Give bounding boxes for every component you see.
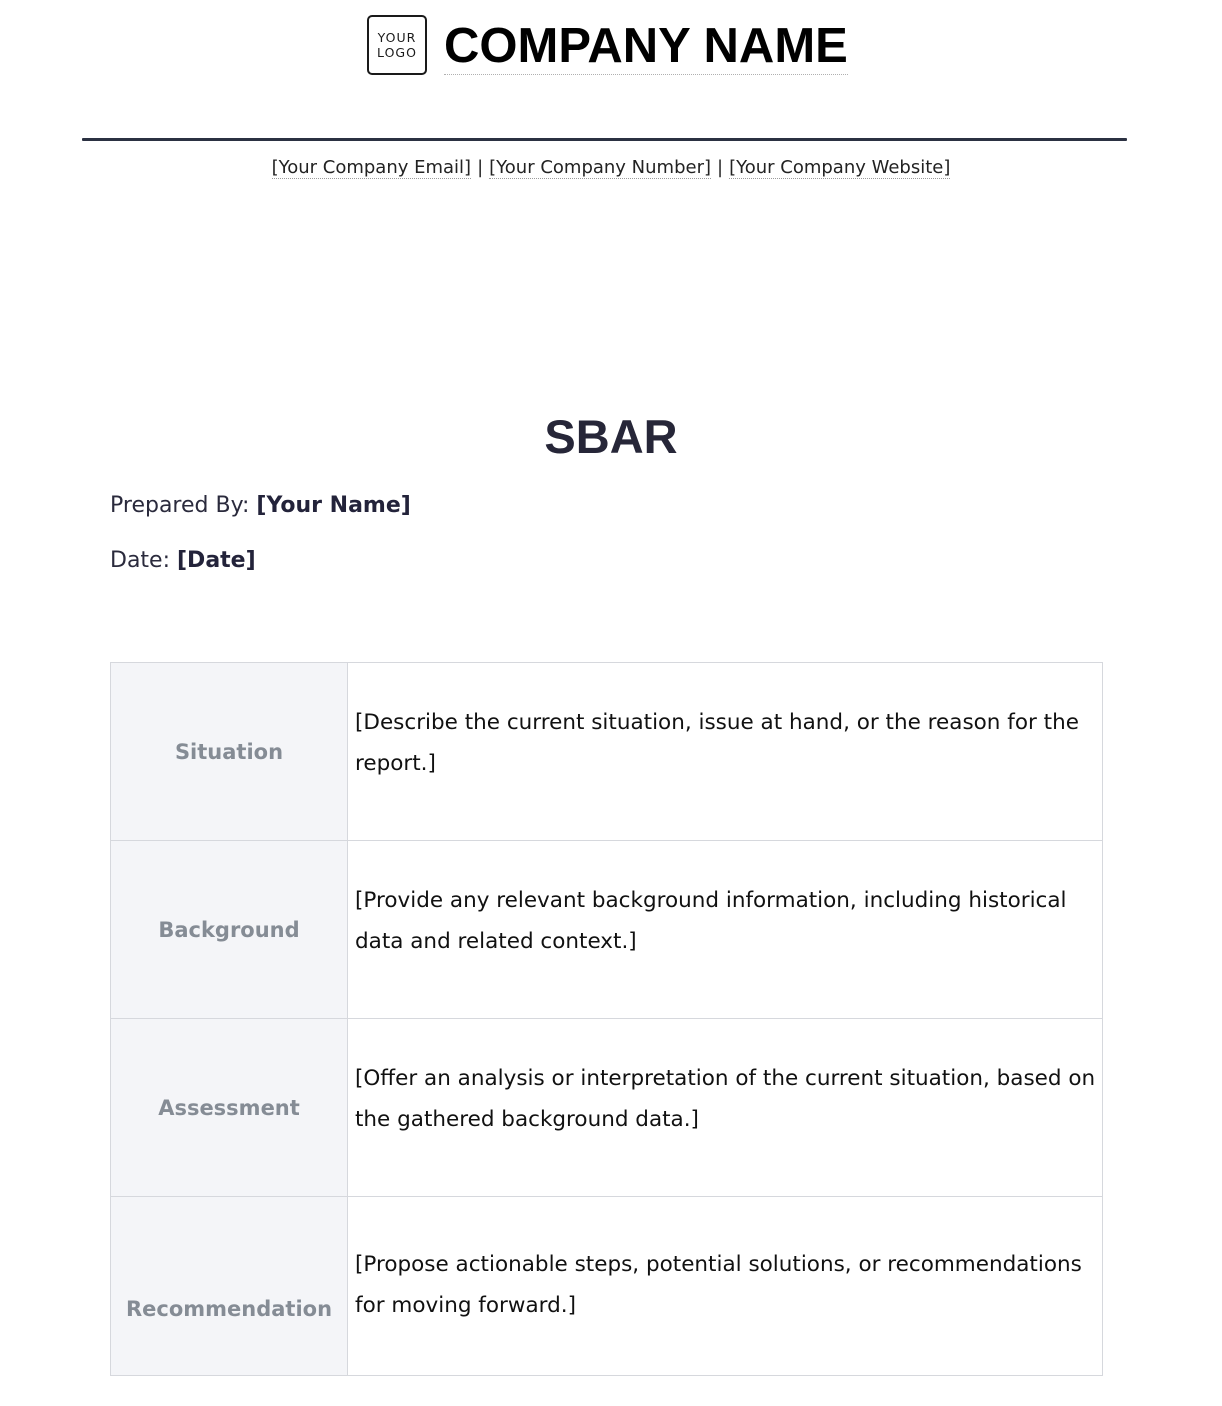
table-row-situation <box>111 663 1103 841</box>
row-label-background: Background <box>111 841 348 1019</box>
row-label-recommendation: Recommendation <box>111 1197 348 1376</box>
row-text-recommendation <box>348 1197 1103 1376</box>
logo-text-line1: YOUR <box>377 30 417 45</box>
row-text: [Provide any relevant background information, including historical data and related context.] <box>355 887 1067 954</box>
logo-text-line2: LOGO <box>377 45 417 60</box>
company-name: COMPANY NAME <box>444 19 848 73</box>
company-logo-placeholder <box>367 15 427 75</box>
date-label: Date: <box>110 548 170 573</box>
company-email: [Your Company Email] <box>271 157 472 178</box>
row-text: [Describe the current situation, issue at hand, or the reason for the report.] <box>355 709 1079 776</box>
row-text-background <box>348 841 1103 1019</box>
row-text: [Offer an analysis or interpretation of the current situation, based on the gathered background data.] <box>355 1065 1096 1132</box>
company-website: [Your Company Website] <box>729 157 951 178</box>
date-value: [Date] <box>177 548 256 573</box>
row-label-situation: Situation <box>111 663 348 841</box>
company-contact-line <box>0 155 1222 181</box>
row-text-assessment <box>348 1019 1103 1197</box>
contact-separator: | <box>717 157 724 178</box>
date-line <box>110 546 256 576</box>
table-row-recommendation <box>111 1197 1103 1376</box>
sbar-table <box>110 662 1103 1376</box>
table-row-assessment <box>111 1019 1103 1197</box>
header-divider <box>82 138 1127 141</box>
company-number: [Your Company Number] <box>489 157 712 178</box>
row-text-situation <box>348 663 1103 841</box>
prepared-by-line <box>110 491 411 521</box>
contact-separator: | <box>477 157 484 178</box>
table-row-background <box>111 841 1103 1019</box>
document-title: SBAR <box>544 410 678 463</box>
row-text: [Propose actionable steps, potential solutions, or recommendations for moving forward.] <box>355 1252 1082 1318</box>
prepared-by-value: [Your Name] <box>256 493 411 518</box>
document-header <box>0 14 1222 80</box>
row-label-assessment: Assessment <box>111 1019 348 1197</box>
prepared-by-label: Prepared By: <box>110 493 250 518</box>
